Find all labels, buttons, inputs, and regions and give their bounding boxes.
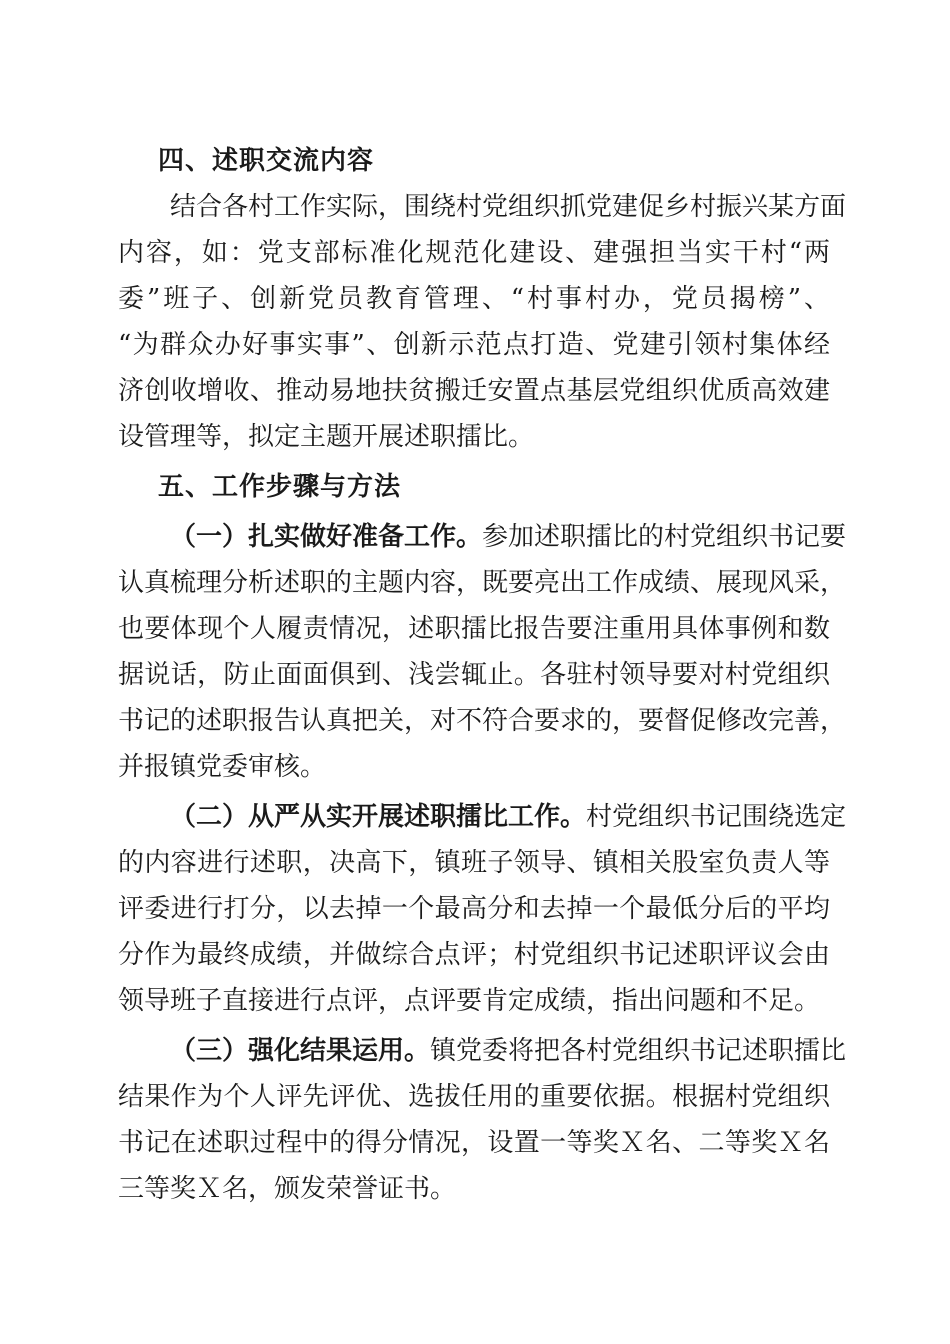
paragraph-first-line — [118, 514, 847, 560]
section-4 — [118, 138, 847, 460]
paragraph-first-rest: 村党组织书记围绕选定 — [586, 802, 847, 832]
section-4-line: 结合各村工作实际，围绕村党组织抓党建促乡村振兴某方面 — [170, 192, 847, 222]
paragraph-lead: （一）扎实做好准备工作。 — [170, 522, 483, 552]
paragraph-line: 据说话，防止面面俱到、浅尝辄止。各驻村领导要对村党组织 — [118, 660, 830, 690]
paragraph-line: 结果作为个人评先评优、选拔任用的重要依据。根据村党组织 — [118, 1082, 830, 1112]
paragraph-line: 认真梳理分析述职的主题内容，既要亮出工作成绩、展现风采， — [118, 568, 847, 598]
paragraph-line: 也要体现个人履责情况，述职擂比报告要注重用具体事例和数 — [118, 614, 830, 644]
document-body — [118, 138, 847, 1212]
paragraph-line: 书记在述职过程中的得分情况，设置一等奖Ｘ名、二等奖Ｘ名 — [118, 1128, 830, 1158]
paragraph-1 — [118, 514, 847, 790]
paragraph-line: 书记的述职报告认真把关，对不符合要求的，要督促修改完善， — [118, 706, 847, 736]
section-4-heading: 四、述职交流内容 — [158, 146, 375, 176]
section-5 — [118, 464, 847, 1212]
section-4-line: 济创收增收、推动易地扶贫搬迁安置点基层党组织优质高效建 — [118, 376, 830, 406]
section-4-line: “为群众办好事实事”、创新示范点打造、党建引领村集体经 — [118, 330, 830, 360]
section-4-line: 设管理等，拟定主题开展述职擂比。 — [118, 422, 535, 452]
paragraph-2 — [118, 794, 847, 1024]
paragraph-line: 评委进行打分，以去掉一个最高分和去掉一个最低分后的平均 — [118, 894, 830, 924]
paragraph-lead: （二）从严从实开展述职擂比工作。 — [170, 802, 587, 832]
paragraph-first-line — [118, 794, 847, 840]
paragraph-3 — [118, 1028, 847, 1212]
paragraph-first-line — [118, 1028, 847, 1074]
paragraph-line: 三等奖Ｘ名，颁发荣誉证书。 — [118, 1174, 457, 1204]
paragraph-line: 并报镇党委审核。 — [118, 752, 327, 782]
paragraph-line: 分作为最终成绩，并做综合点评；村党组织书记述职评议会由 — [118, 940, 830, 970]
section-5-heading: 五、工作步骤与方法 — [158, 472, 402, 502]
paragraph-lead: （三）强化结果运用。 — [170, 1036, 431, 1066]
section-4-line: 委”班子、创新党员教育管理、“村事村办，党员揭榜”、 — [118, 284, 830, 314]
section-4-line: 内容，如：党支部标准化规范化建设、建强担当实干村“两 — [118, 238, 830, 268]
paragraph-line: 领导班子直接进行点评，点评要肯定成绩，指出问题和不足。 — [118, 986, 821, 1016]
paragraph-first-rest: 参加述职擂比的村党组织书记要 — [482, 522, 847, 552]
paragraph-line: 的内容进行述职，决高下，镇班子领导、镇相关股室负责人等 — [118, 848, 830, 878]
paragraph-first-rest: 镇党委将把各村党组织书记述职擂比 — [430, 1036, 847, 1066]
